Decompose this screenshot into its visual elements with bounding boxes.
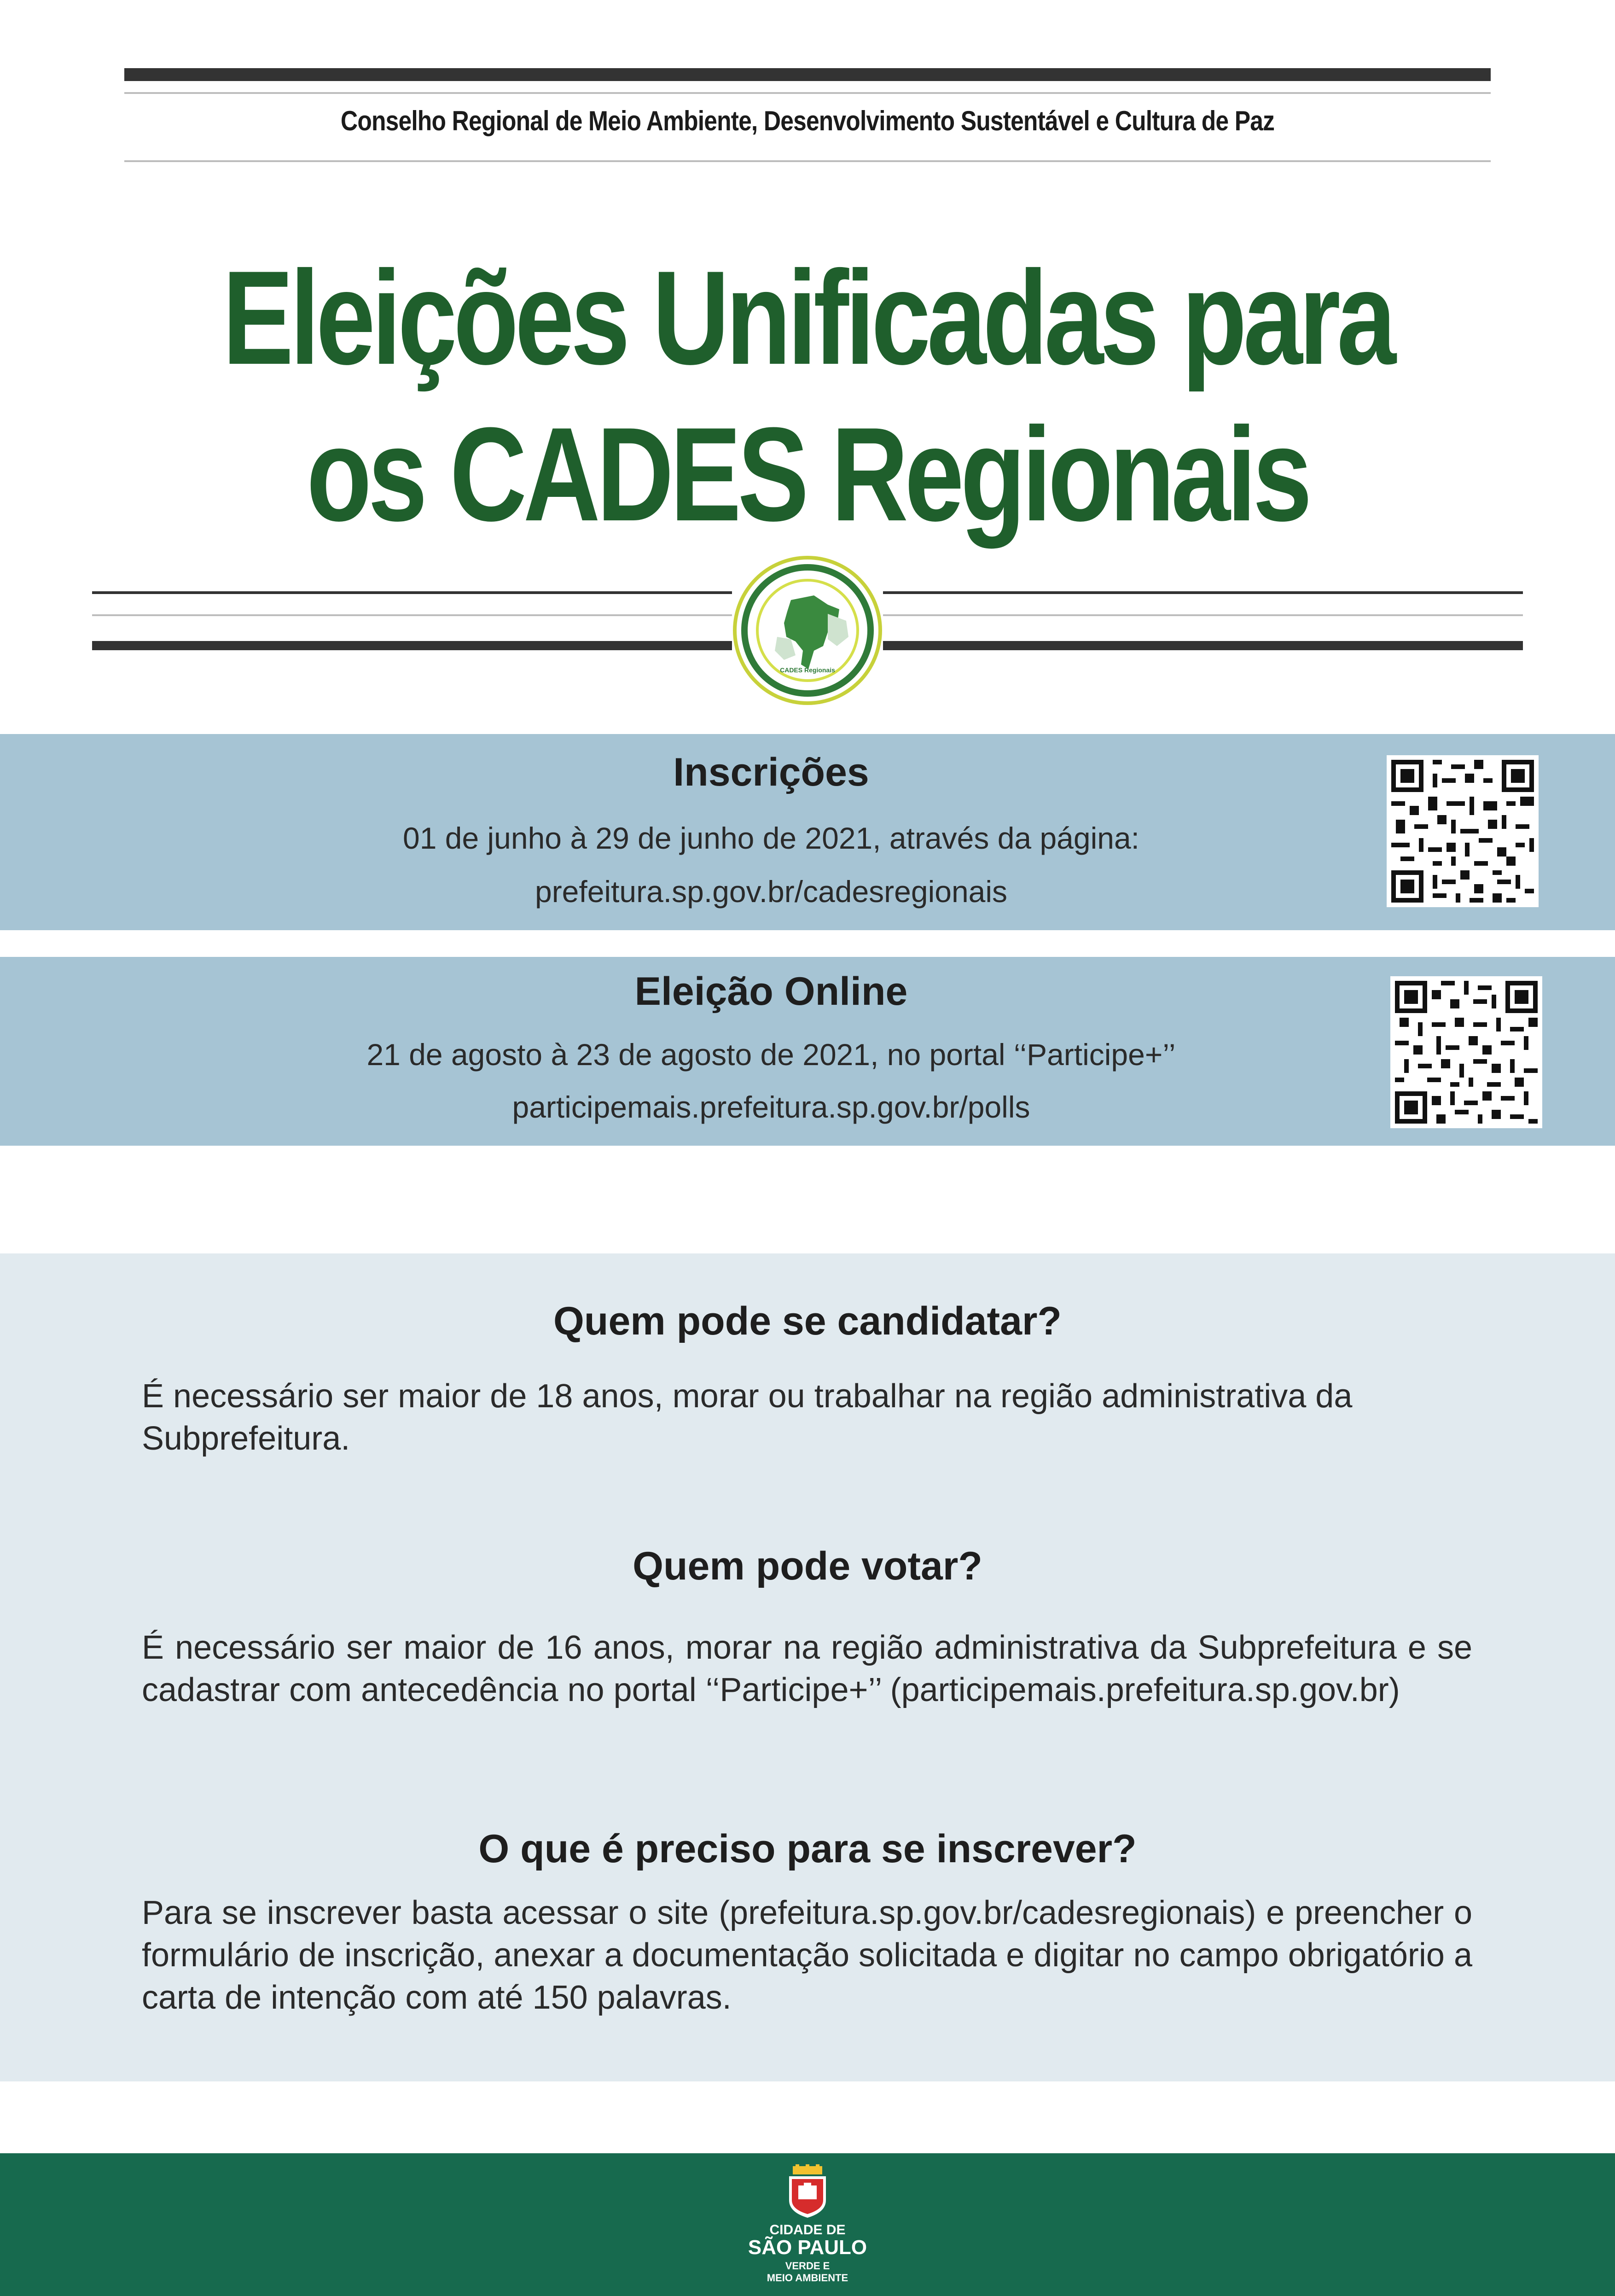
eleicao-dates: 21 de agosto à 23 de agosto de 2021, no portal ‘‘Participe+’’ bbox=[366, 1037, 1176, 1072]
eleicao-qr-code[interactable] bbox=[1390, 976, 1542, 1128]
qr-code-icon bbox=[1390, 976, 1542, 1128]
logo-rule-right-thin bbox=[883, 591, 1523, 594]
header-rule-thin bbox=[124, 160, 1491, 162]
footer-city-line2: SÃO PAULO bbox=[748, 2236, 867, 2259]
q2-text: É necessário ser maior de 16 anos, morar na região administrativa da Subprefeitura e se cadastrar com antecedência no portal ‘‘Participe+’’ (participemais.prefeitura.sp.gov.br) bbox=[142, 1629, 1472, 1708]
footer-city-line1: CIDADE DE bbox=[769, 2222, 846, 2238]
sao-paulo-coat-of-arms-icon bbox=[783, 2164, 832, 2220]
inscricoes-qr-code[interactable] bbox=[1387, 755, 1539, 907]
inscricoes-url[interactable]: prefeitura.sp.gov.br/cadesregionais bbox=[534, 874, 1008, 909]
logo-rule-left-thin bbox=[92, 591, 732, 594]
page-title-line2: os CADES Regionais bbox=[306, 400, 1309, 549]
logo-rule-left-thick bbox=[92, 641, 732, 650]
eleicao-title: Eleição Online bbox=[634, 969, 908, 1014]
inscricoes-dates: 01 de junho à 29 de junho de 2021, através da página: bbox=[403, 821, 1139, 855]
q1-title: Quem pode se candidatar? bbox=[553, 1299, 1062, 1343]
footer-dept-line1: VERDE E bbox=[785, 2260, 830, 2272]
q2-title: Quem pode votar? bbox=[633, 1544, 982, 1588]
top-rule-thick bbox=[124, 68, 1491, 81]
cades-regionais-logo bbox=[741, 564, 874, 697]
top-rule-thin bbox=[124, 92, 1491, 94]
logo-rule-right-thick bbox=[883, 641, 1523, 650]
council-name: Conselho Regional de Meio Ambiente, Desenvolvimento Sustentável e Cultura de Paz bbox=[340, 105, 1275, 136]
eleicao-url[interactable]: participemais.prefeitura.sp.gov.br/polls bbox=[512, 1090, 1030, 1124]
q3-text: Para se inscrever basta acessar o site (prefeitura.sp.gov.br/cadesregionais) e preencher o formulário de inscrição, anexar a documentação solicitada e digitar no campo obrigatório a carta de intenção com até 150 palavras. bbox=[142, 1894, 1472, 2016]
qr-code-icon bbox=[1387, 755, 1539, 907]
q1-text: É necessário ser maior de 18 anos, morar ou trabalhar na região administrativa da Subprefeitura. bbox=[142, 1378, 1353, 1457]
q3-title: O que é preciso para se inscrever? bbox=[478, 1827, 1137, 1871]
logo-label: CADES Regionais bbox=[780, 666, 835, 674]
logo-rule-right-mid bbox=[883, 614, 1523, 616]
inscricoes-title: Inscrições bbox=[673, 750, 869, 794]
footer-dept-line2: MEIO AMBIENTE bbox=[767, 2272, 848, 2284]
page-title-line1: Eleições Unificadas para bbox=[222, 243, 1393, 392]
logo-rule-left-mid bbox=[92, 614, 732, 616]
